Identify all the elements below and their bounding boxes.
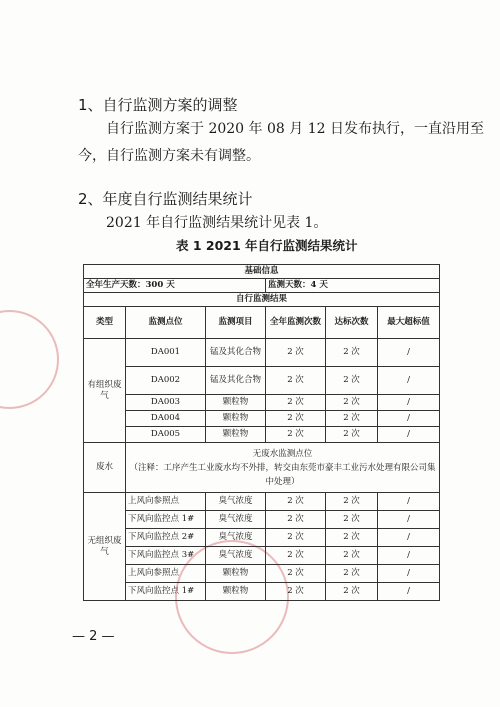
table-row	[84, 493, 440, 511]
section2-paragraph: 2021 年自行监测结果统计见表 1。	[106, 215, 328, 231]
cell-pass: 2 次	[326, 529, 378, 547]
cell-pass: 2 次	[326, 367, 378, 395]
table-row	[84, 395, 440, 411]
page-number: — 2 —	[72, 629, 115, 644]
cell-max: /	[378, 583, 440, 601]
cell-max: /	[378, 529, 440, 547]
section2-heading: 2、年度自行监测结果统计	[78, 190, 253, 208]
cell-max: /	[378, 493, 440, 511]
cell-count: 2 次	[266, 395, 326, 411]
cell-count: 2 次	[266, 493, 326, 511]
table-row	[84, 411, 440, 427]
cell-max: /	[378, 339, 440, 367]
cell-item: 颗粒物	[206, 411, 266, 427]
type-unorganized: 无组织废气	[84, 493, 126, 601]
cell-item: 臭气浓度	[206, 511, 266, 529]
cell-pass: 2 次	[326, 411, 378, 427]
cell-pass: 2 次	[326, 565, 378, 583]
table-row	[84, 443, 440, 493]
cell-point: DA002	[126, 367, 206, 395]
cell-item: 颗粒物	[206, 583, 266, 601]
cell-item: 颗粒物	[206, 565, 266, 583]
col-header-point: 监测点位	[126, 307, 206, 339]
cell-pass: 2 次	[326, 511, 378, 529]
cell-count: 2 次	[266, 427, 326, 443]
wastewater-note	[126, 443, 440, 493]
cell-max: /	[378, 367, 440, 395]
cell-max: /	[378, 565, 440, 583]
table-row	[84, 529, 440, 547]
cell-pass: 2 次	[326, 583, 378, 601]
type-wastewater: 废水	[84, 443, 126, 493]
cell-count: 2 次	[266, 411, 326, 427]
cell-pass: 2 次	[326, 339, 378, 367]
results-header: 自行监测结果	[84, 293, 440, 307]
cell-max: /	[378, 511, 440, 529]
cell-item: 臭气浓度	[206, 529, 266, 547]
cell-point: DA001	[126, 339, 206, 367]
cell-count: 2 次	[266, 547, 326, 565]
col-header-type: 类型	[84, 307, 126, 339]
cell-point: 下风向监控点 1#	[126, 511, 206, 529]
column-header-row	[84, 307, 440, 339]
table-caption: 表 1 2021 年自行监测结果统计	[176, 238, 358, 253]
cell-point: DA005	[126, 427, 206, 443]
col-header-item: 监测项目	[206, 307, 266, 339]
cell-item: 颗粒物	[206, 427, 266, 443]
cell-point: 上风向参照点	[126, 493, 206, 511]
cell-item: 臭气浓度	[206, 547, 266, 565]
basic-info-header: 基础信息	[84, 265, 440, 279]
cell-item: 锰及其化合物	[206, 367, 266, 395]
table-row	[84, 511, 440, 529]
cell-count: 2 次	[266, 367, 326, 395]
cell-count: 2 次	[266, 339, 326, 367]
cell-point: DA003	[126, 395, 206, 411]
cell-point: DA004	[126, 411, 206, 427]
cell-count: 2 次	[266, 583, 326, 601]
col-header-count: 全年监测次数	[266, 307, 326, 339]
table-row	[84, 427, 440, 443]
production-days: 全年生产天数：300 天	[84, 279, 266, 293]
cell-max: /	[378, 427, 440, 443]
table-row	[84, 583, 440, 601]
cell-max: /	[378, 547, 440, 565]
cell-count: 2 次	[266, 511, 326, 529]
wastewater-line1: 无废水监测点位	[252, 448, 313, 459]
seal-left	[0, 310, 59, 409]
table-row	[84, 565, 440, 583]
cell-item: 锰及其化合物	[206, 339, 266, 367]
col-header-max: 最大超标值	[378, 307, 440, 339]
cell-pass: 2 次	[326, 427, 378, 443]
table-row	[84, 339, 440, 367]
cell-max: /	[378, 395, 440, 411]
monitoring-days: 监测天数：4 天	[266, 279, 440, 293]
cell-pass: 2 次	[326, 395, 378, 411]
type-organized: 有组织废气	[84, 339, 126, 443]
cell-max: /	[378, 411, 440, 427]
cell-count: 2 次	[266, 565, 326, 583]
section1-paragraph-line2: 今，自行监测方案未有调整。	[78, 148, 260, 164]
table-row	[84, 547, 440, 565]
cell-point: 下风向监控点 2#	[126, 529, 206, 547]
cell-item: 颗粒物	[206, 395, 266, 411]
section1-heading: 1、自行监测方案的调整	[78, 96, 238, 114]
monitoring-results-table	[83, 264, 440, 601]
wastewater-line2: （注释：工序产生工业废水均不外排，转交由东莞市豪丰工业污水处理有限公司集中处理）	[129, 462, 436, 487]
cell-count: 2 次	[266, 529, 326, 547]
col-header-pass: 达标次数	[326, 307, 378, 339]
cell-point: 下风向监控点 3#	[126, 547, 206, 565]
cell-item: 臭气浓度	[206, 493, 266, 511]
cell-point: 下风向监控点 1#	[126, 583, 206, 601]
cell-point: 上风向参照点	[126, 565, 206, 583]
cell-pass: 2 次	[326, 493, 378, 511]
cell-pass: 2 次	[326, 547, 378, 565]
table-row	[84, 367, 440, 395]
section1-paragraph-line1: 自行监测方案于 2020 年 08 月 12 日发布执行，一直沿用至	[106, 121, 484, 137]
